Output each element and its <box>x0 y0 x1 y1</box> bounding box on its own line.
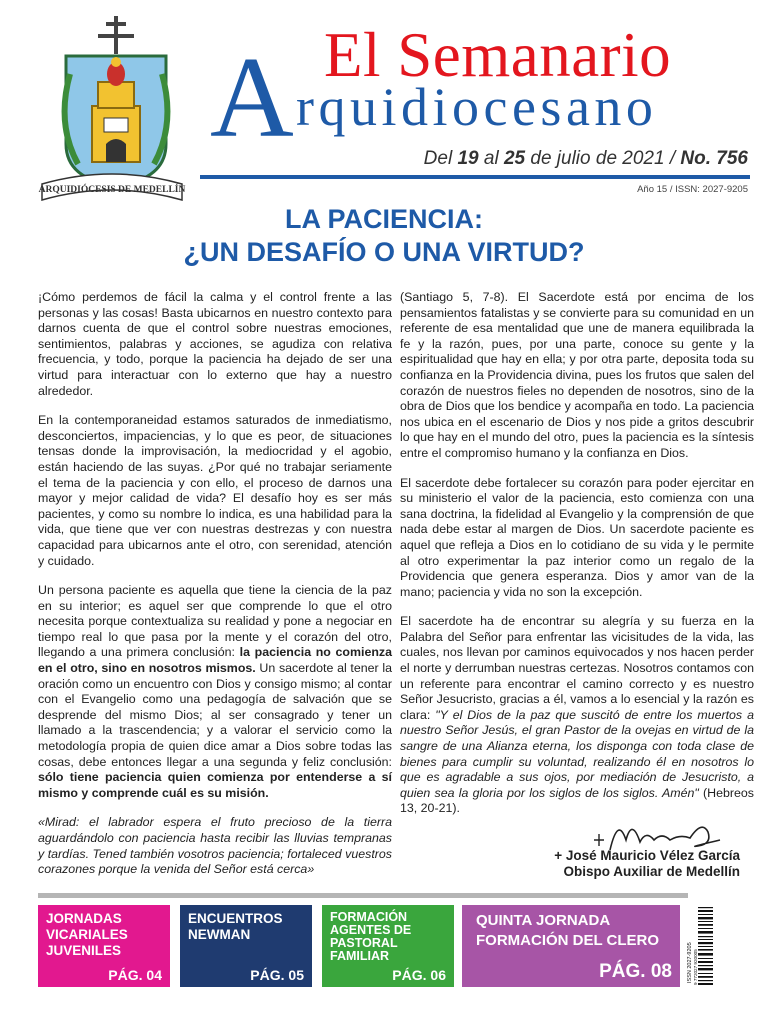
issn-line: Año 15 / ISSN: 2027-9205 <box>637 184 748 195</box>
teaser-box-jornadas[interactable] <box>38 905 170 987</box>
barcode-issn-text: ISSN 2027-9205 <box>687 942 693 983</box>
double-cross-icon <box>98 16 134 54</box>
author-signature-block <box>554 848 740 880</box>
footer-divider <box>38 893 688 898</box>
teaser-box-clero[interactable] <box>462 905 680 987</box>
teaser-box-newman[interactable] <box>180 905 312 987</box>
issue-number: No. 756 <box>680 148 748 169</box>
masthead-initial-letter: A <box>210 34 294 162</box>
headline-line1: LA PACIENCIA: <box>285 204 483 234</box>
author-title: Obispo Auxiliar de Medellín <box>563 864 740 879</box>
teaser-title: FORMACIÓN AGENTES DE PASTORAL FAMILIAR <box>330 910 412 963</box>
teaser-page: PÁG. 04 <box>108 967 162 983</box>
article-column-right <box>400 290 754 831</box>
paragraph-3: Un persona paciente es aquella que tiene la ciencia de la paz en su interior; es aquel ser que comprende lo que el otro necesita porque contextualiza su realidad y pone a negociar en tiempo real lo que pasa por la mente y el corazón del otro, llegando a una primera conclusión: la paciencia no comienza en el otro, sino en nosotros mismos. Un sacerdote al tener la oración como un encuentro con Dios y consigo mismo; al contar con el Evangelio como una pedagogía de salvación que se desprende del mismo Dios; al ser consagrado y tener un llamado a la trascendencia; y a valorar el servicio como la metodología propia de quien dice amar a Dios sobre todas las cosas, debe entonces llegar a una segunda y feliz conclusión: sólo tiene paciencia quien comienza por entenderse a sí mismo y comprende cuál es su misión. <box>38 583 392 800</box>
article-column-left <box>38 290 392 878</box>
teaser-page: PÁG. 06 <box>392 967 446 983</box>
paragraph-1: ¡Cómo perdemos de fácil la calma y el control frente a las personas y las cosas! Basta ubicarnos en nuestro contexto para darnos cuenta de que el control sobre nuestras emociones, sentimientos, palabras y acciones, se agudiza con relativa frecuencia, y todo, porque la paciencia ha dejado de ser una virtud para interactuar con lo externo que hay a nuestro alrededor. <box>38 290 392 398</box>
masthead-title-line1: El Semanario <box>324 20 672 90</box>
teaser-page: PÁG. 08 <box>599 961 672 982</box>
teaser-title: JORNADAS VICARIALES JUVENILES <box>46 911 128 958</box>
paragraph-5: El sacerdote debe fortalecer su corazón para poder ejercitar en su ministerio el valor de la paciencia, esto comienza con una sana doctrina, la fidelidad al Evangelio y la comprensión de que nada debe estar al margen de Dios. Un sacerdote paciente es aquel que refleja a Dios en lo cotidiano de su vida y le permite al otro experimentar la paz interior como un regalo de la Providencia que genera esperanza. Dios y amor van de la mano; paciencia y vida no son la excepción. <box>400 475 754 599</box>
paragraph-2: En la contemporaneidad estamos saturados de inmediatismo, desconciertos, impaciencias, y lo que es peor, de situaciones tensas donde la improvisación, la mediocridad y el agobio, están haciendo de las suyas. ¿Por qué no trabajar seriamente el tema de la paciencia y con ello, el proceso de darnos una mayor y mejor calidad de vida? El desafío hoy es ser más pacientes, y como su nombre lo indica, es una habilidad para la vida, que tiene que ver con nuestras destrezas y con nuestra capacidad para ubicarnos ante el otro, con serenidad, atención y cuidado. <box>38 413 392 568</box>
paragraph-4: «Mirad: el labrador espera el fruto precioso de la tierra aguardándolo con paciencia hasta recibir las lluvias tempranas y tardías. Tened también vosotros paciencia; fortaleced vuestros corazones porque la venida del Señor está cerca» <box>38 815 392 877</box>
article-headline <box>0 203 768 269</box>
header-divider <box>200 175 750 179</box>
teaser-page: PÁG. 05 <box>250 967 304 983</box>
paragraph-4-continued: (Santiago 5, 7-8). El Sacerdote está por encima de los pensamientos fatalistas y se convierte para su comunidad en un referente de esa mentalidad que une de manera equilibrada la fe y la razón, pues, por una parte, conoce su gente y la espiritualidad que hay en ella; y por otra parte, deposita toda su confianza en la Providencia divina, pues los frutos que salen del corazón de nuestros fieles no dependen de nosotros, sino de la obra de Dios que los bendice y acompaña en todo. La paciencia nos ubica en el escenario de Dios y nos pide a gritos descubrir lo que hay en el mundo del otro, pues la paciencia es la síntesis entre el compromiso humano y la confianza en Dios. <box>400 290 754 460</box>
teaser-box-formacion[interactable] <box>322 905 454 987</box>
barcode-icon <box>686 905 716 987</box>
author-name: + José Mauricio Vélez García <box>554 848 740 863</box>
headline-line2: ¿UN DESAFÍO O UNA VIRTUD? <box>183 237 585 267</box>
barcode-number-text: 9 772027 920005 <box>693 949 698 985</box>
crest-ribbon-label: ARQUIDIÓCESIS DE MEDELLÍN <box>38 185 186 195</box>
archdiocese-crest-logo <box>36 14 188 204</box>
paragraph-6: El sacerdote ha de encontrar su alegría y su fuerza en la Palabra del Señor para enfrentar las vicisitudes de la vida, las cuales, nos llevan por caminos equivocados y nos hacen perder el norte y derrumban nuestras certezas. Nosotros contamos con un referente para encontrar el camino correcto y es nuestro Señor Jesucristo, gracias a él, vamos a lo esencial y la razón es clara: "Y el Dios de la paz que suscitó de entre los muertos a nuestro Señor Jesús, el gran Pastor de la ovejas en virtud de la sangre de una Alianza eterna, los disponga con toda clase de bienes para cumplir su voluntad, realizando él en nosotros lo que es agradable a sus ojos, por mediación de Jesucristo, a quien sea la gloria por los siglos de los siglos. Amén" (Hebreos 13, 20-21). <box>400 614 754 816</box>
teaser-title: QUINTA JORNADA FORMACIÓN DEL CLERO <box>476 912 660 949</box>
teaser-title: ENCUENTROS NEWMAN <box>188 911 283 942</box>
issue-dateline: Del 19 al 25 de julio de 2021 / No. 756 <box>423 148 748 169</box>
masthead-title-line2: rquidiocesano <box>296 77 658 137</box>
